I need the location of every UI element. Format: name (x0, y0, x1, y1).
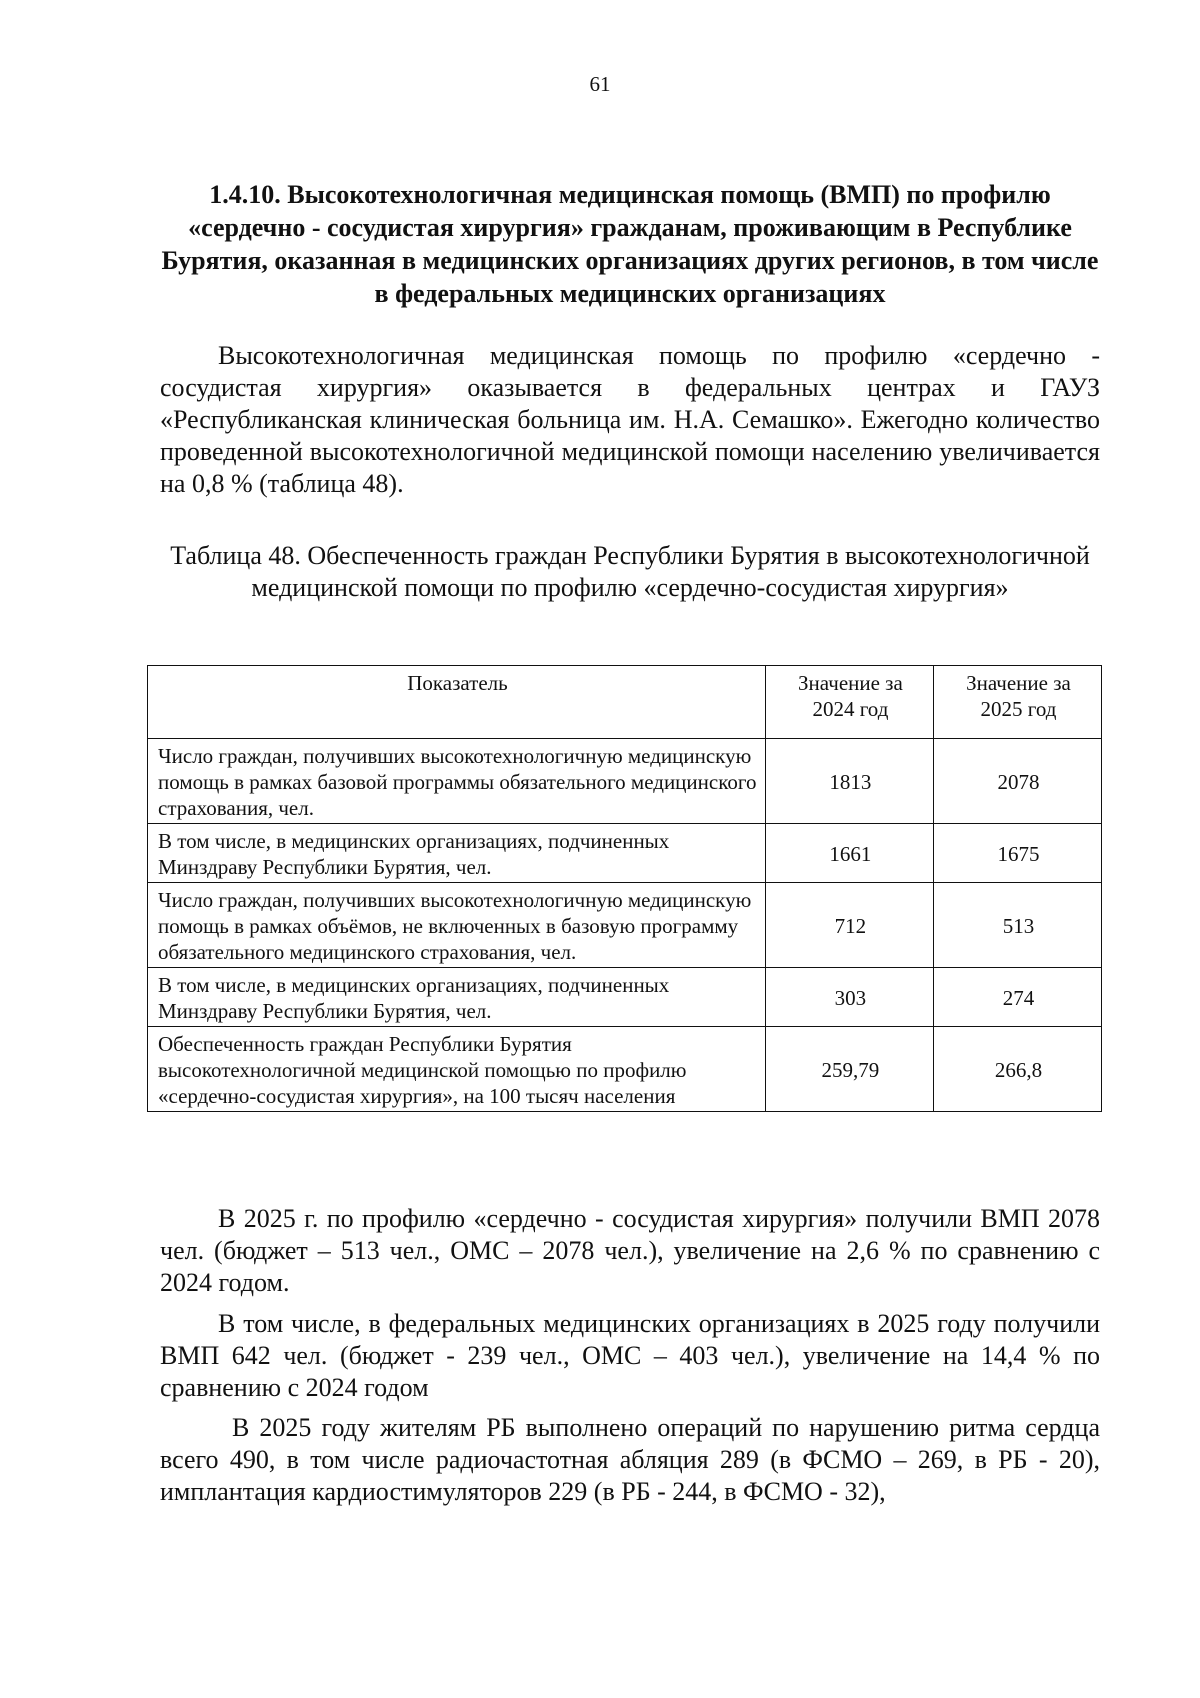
row-indicator: В том числе, в медицинских организациях, подчиненных Минздраву Республики Бурятия, чел. (148, 824, 766, 883)
row-indicator: Число граждан, получивших высокотехнологичную медицинскую помощь в рамках базовой программы обязательного медицинского страхования, чел. (148, 739, 766, 824)
row-indicator: Число граждан, получивших высокотехнологичную медицинскую помощь в рамках объёмов, не включенных в базовую программу обязательного медицинского страхования, чел. (148, 883, 766, 968)
row-value-2024: 259,79 (765, 1027, 933, 1112)
table-row (148, 1027, 1102, 1112)
row-value-2025: 513 (933, 883, 1101, 968)
body-paragraph-3: В 2025 году жителям РБ выполнено операций по нарушению ритма сердца всего 490, в том числе радиочастотная абляция 289 (в ФСМО – 269, в РБ - 20), имплантация кардиостимуляторов 229 (в РБ - 244, в ФСМО - 32), (160, 1413, 1100, 1506)
table-row (148, 968, 1102, 1027)
table-caption: Таблица 48. Обеспеченность граждан Республики Бурятия в высокотехнологичной медицинской помощи по профилю «сердечно-сосудистая хирургия» (170, 541, 1090, 602)
body-paragraph-2: В том числе, в федеральных медицинских организациях в 2025 году получили ВМП 642 чел. (бюджет - 239 чел., ОМС – 403 чел.), увеличение на 14,4 % по сравнению с 2024 годом (160, 1309, 1100, 1402)
table-row (148, 824, 1102, 883)
intro-paragraph: Высокотехнологичная медицинская помощь по профилю «сердечно - сосудистая хирургия» оказывается в федеральных центрах и ГАУЗ «Республиканская клиническая больница им. Н.А. Семашко». Ежегодно количество проведенной высокотехнологичной медицинской помощи населению увеличивается на 0,8 % (таблица 48). (160, 341, 1100, 498)
row-indicator: В том числе, в медицинских организациях, подчиненных Минздраву Республики Бурятия, чел. (148, 968, 766, 1027)
row-value-2024: 303 (765, 968, 933, 1027)
header-value-2025: Значение за 2025 год (933, 666, 1101, 739)
header-value-2024: Значение за 2024 год (765, 666, 933, 739)
row-value-2024: 712 (765, 883, 933, 968)
body-paragraph-1: В 2025 г. по профилю «сердечно - сосудистая хирургия» получили ВМП 2078 чел. (бюджет – 513 чел., ОМС – 2078 чел.), увеличение на 2,6 % по сравнению с 2024 годом. (160, 1204, 1100, 1297)
row-value-2025: 274 (933, 968, 1101, 1027)
row-indicator: Обеспеченность граждан Республики Бурятия высокотехнологичной медицинской помощью по профилю «сердечно-сосудистая хирургия», на 100 тысяч населения (148, 1027, 766, 1112)
row-value-2025: 2078 (933, 739, 1101, 824)
data-table (147, 665, 1102, 1112)
table-row (148, 739, 1102, 824)
table-row (148, 883, 1102, 968)
page-number: 61 (589, 72, 611, 96)
row-value-2024: 1661 (765, 824, 933, 883)
row-value-2025: 1675 (933, 824, 1101, 883)
table-header-row (148, 666, 1102, 739)
row-value-2025: 266,8 (933, 1027, 1101, 1112)
row-value-2024: 1813 (765, 739, 933, 824)
header-indicator: Показатель (148, 666, 766, 739)
section-heading: 1.4.10. Высокотехнологичная медицинская помощь (ВМП) по профилю «сердечно - сосудистая хирургия» гражданам, проживающим в Республике Бурятия, оказанная в медицинских организациях других регионов, в том числе в федеральных медицинских организациях (161, 180, 1099, 308)
